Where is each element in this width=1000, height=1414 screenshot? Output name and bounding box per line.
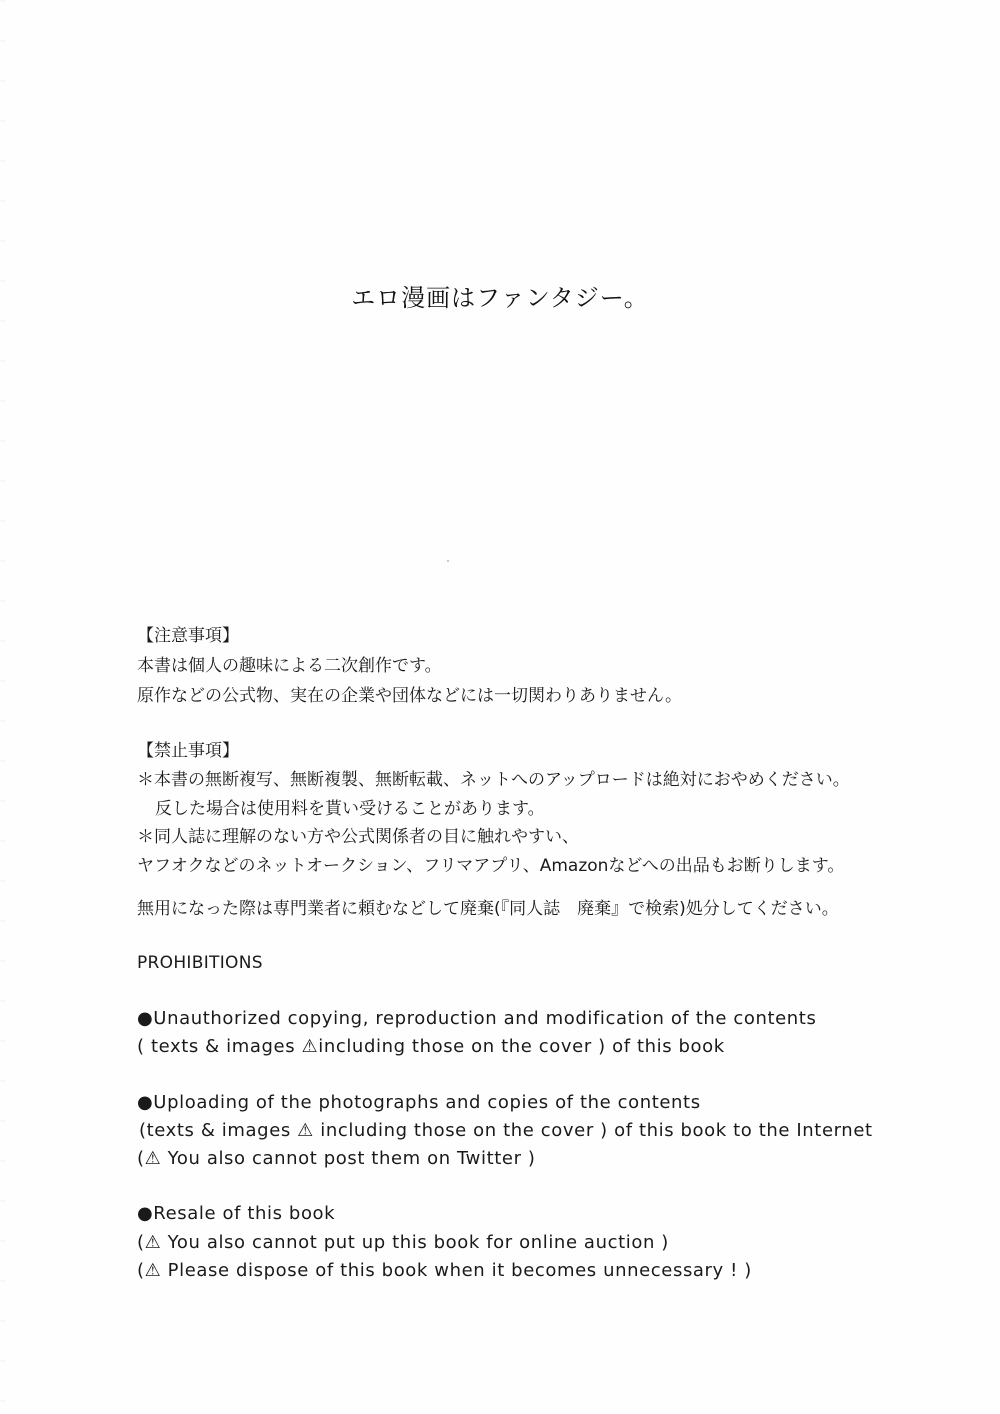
prohibitions-heading: PROHIBITIONS: [137, 953, 263, 973]
page-headline: エロ漫画はファンタジー。: [351, 284, 649, 312]
disposal-line: 無用になった際は専門業者に頼むなどして廃棄(『同人誌 廃棄』で検索)処分してください。: [137, 899, 839, 919]
prohibition-item-title: ●Uploading of the photographs and copies of the contents: [137, 1092, 701, 1113]
notice-heading: 【注意事項】: [137, 626, 239, 646]
prohibited-line: 反した場合は使用料を貰い受けることがあります。: [155, 799, 545, 819]
prohibited-heading: 【禁止事項】: [137, 741, 239, 761]
prohibition-item-title: ●Resale of this book: [137, 1203, 336, 1224]
prohibition-item-line: (texts & images ⚠ including those on the cover ) of this book to the Internet: [139, 1120, 873, 1141]
prohibition-item-line: ( texts & images ⚠including those on the cover ) of this book: [137, 1036, 725, 1057]
notice-line: 本書は個人の趣味による二次創作です。: [137, 656, 442, 676]
prohibition-item-line: (⚠ You also cannot post them on Twitter ): [137, 1148, 536, 1169]
prohibited-line: ＊同人誌に理解のない方や公式関係者の目に触れやすい、: [137, 827, 579, 847]
prohibited-line: ＊本書の無断複写、無断複製、無断転載、ネットへのアップロードは絶対におやめください。: [137, 770, 850, 790]
prohibited-line: ヤフオクなどのネットオークション、フリマアプリ、Amazonなどへの出品もお断りします。: [137, 856, 845, 876]
notice-line: 原作などの公式物、実在の企業や団体などには一切関わりありません。: [137, 686, 683, 706]
page-edge-speckle: [0, 0, 6, 1414]
prohibition-item-title: ●Unauthorized copying, reproduction and modification of the contents: [137, 1008, 817, 1029]
prohibition-item-line: (⚠ You also cannot put up this book for online auction ): [137, 1232, 669, 1253]
prohibition-item-line: (⚠ Please dispose of this book when it becomes unnecessary ! ): [137, 1260, 752, 1281]
speck-mark: [447, 560, 449, 562]
